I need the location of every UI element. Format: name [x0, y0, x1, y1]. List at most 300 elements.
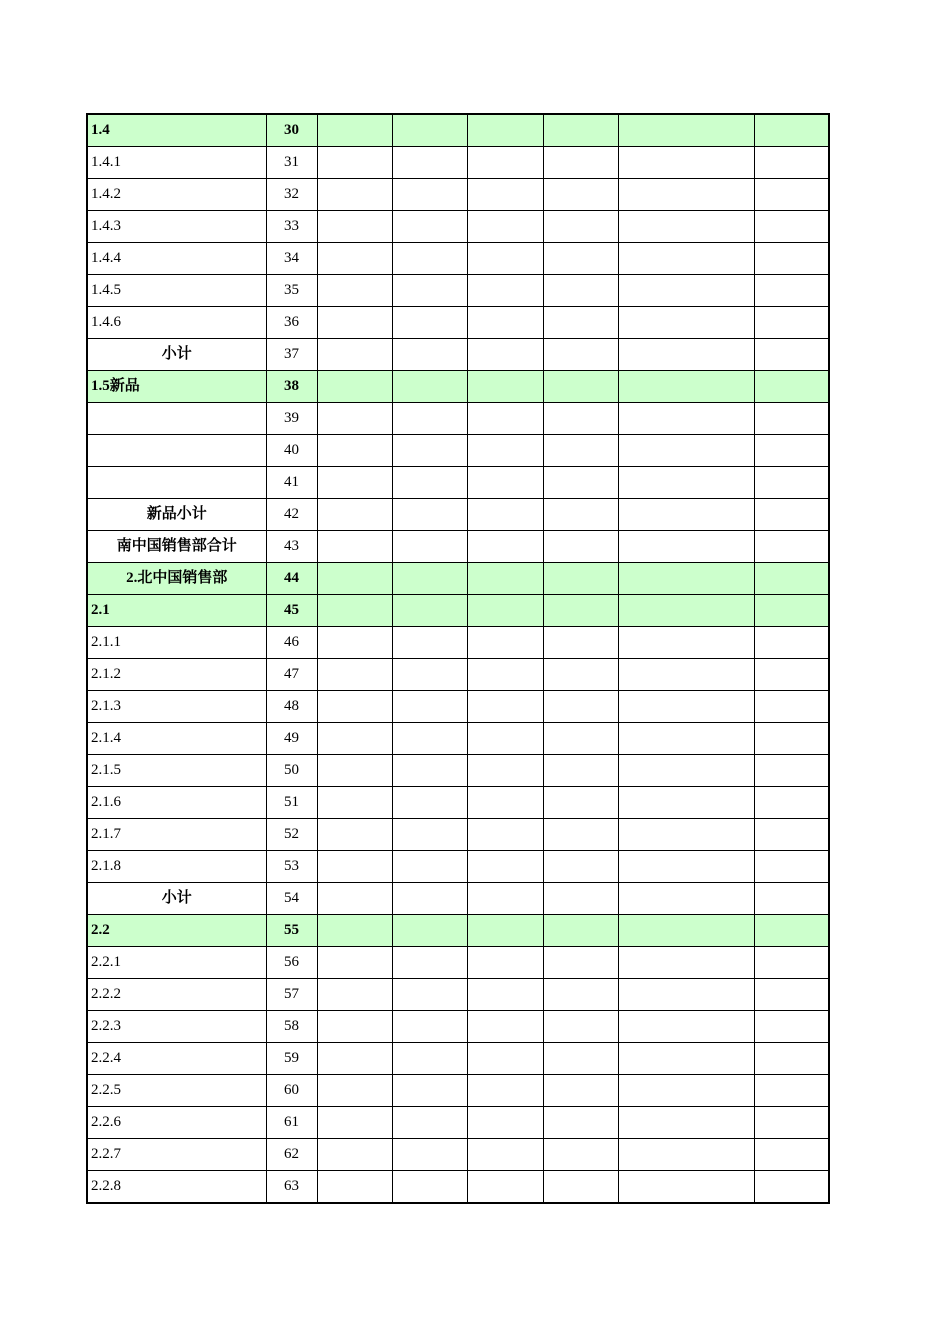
empty-data-cell[interactable] — [467, 755, 543, 787]
empty-data-cell[interactable] — [543, 499, 618, 531]
empty-data-cell[interactable] — [618, 755, 754, 787]
row-label-cell[interactable]: 2.2.8 — [87, 1171, 266, 1204]
empty-data-cell[interactable] — [754, 787, 829, 819]
row-number-cell[interactable]: 31 — [266, 147, 317, 179]
empty-data-cell[interactable] — [467, 275, 543, 307]
empty-data-cell[interactable] — [317, 243, 392, 275]
empty-data-cell[interactable] — [392, 147, 467, 179]
empty-data-cell[interactable] — [543, 371, 618, 403]
row-number-cell[interactable]: 46 — [266, 627, 317, 659]
table-row — [87, 179, 829, 211]
empty-data-cell[interactable] — [392, 467, 467, 499]
empty-data-cell[interactable] — [618, 531, 754, 563]
empty-data-cell[interactable] — [317, 1139, 392, 1171]
row-label-cell[interactable]: 1.4.1 — [87, 147, 266, 179]
empty-data-cell[interactable] — [543, 979, 618, 1011]
empty-data-cell[interactable] — [543, 114, 618, 147]
row-label-cell[interactable]: 1.4.2 — [87, 179, 266, 211]
empty-data-cell[interactable] — [618, 435, 754, 467]
empty-data-cell[interactable] — [317, 947, 392, 979]
row-number-cell[interactable]: 45 — [266, 595, 317, 627]
empty-data-cell[interactable] — [467, 1011, 543, 1043]
empty-data-cell[interactable] — [754, 211, 829, 243]
table-row — [87, 371, 829, 403]
empty-data-cell[interactable] — [754, 947, 829, 979]
table-row — [87, 947, 829, 979]
empty-data-cell[interactable] — [392, 371, 467, 403]
empty-data-cell[interactable] — [754, 1107, 829, 1139]
row-number-cell[interactable]: 50 — [266, 755, 317, 787]
empty-data-cell[interactable] — [392, 563, 467, 595]
empty-data-cell[interactable] — [467, 1043, 543, 1075]
table-row — [87, 531, 829, 563]
row-number-cell[interactable]: 32 — [266, 179, 317, 211]
empty-data-cell[interactable] — [317, 627, 392, 659]
table-body — [87, 114, 829, 1203]
empty-data-cell[interactable] — [754, 659, 829, 691]
row-label-cell[interactable]: 2.1 — [87, 595, 266, 627]
empty-data-cell[interactable] — [317, 179, 392, 211]
empty-data-cell[interactable] — [317, 147, 392, 179]
empty-data-cell[interactable] — [467, 114, 543, 147]
row-number-cell[interactable]: 36 — [266, 307, 317, 339]
empty-data-cell[interactable] — [543, 723, 618, 755]
empty-data-cell[interactable] — [467, 211, 543, 243]
empty-data-cell[interactable] — [754, 1043, 829, 1075]
empty-data-cell[interactable] — [754, 339, 829, 371]
empty-data-cell[interactable] — [317, 403, 392, 435]
empty-data-cell[interactable] — [754, 403, 829, 435]
empty-data-cell[interactable] — [317, 787, 392, 819]
empty-data-cell[interactable] — [618, 659, 754, 691]
empty-data-cell[interactable] — [543, 851, 618, 883]
empty-data-cell[interactable] — [392, 819, 467, 851]
row-number-cell[interactable]: 35 — [266, 275, 317, 307]
empty-data-cell[interactable] — [618, 147, 754, 179]
empty-data-cell[interactable] — [392, 435, 467, 467]
row-label-cell[interactable]: 2.1.2 — [87, 659, 266, 691]
empty-data-cell[interactable] — [317, 1043, 392, 1075]
row-number-cell[interactable]: 39 — [266, 403, 317, 435]
row-label-cell[interactable]: 1.4 — [87, 114, 266, 147]
empty-data-cell[interactable] — [392, 1171, 467, 1204]
row-label-cell[interactable] — [87, 403, 266, 435]
table-row — [87, 1107, 829, 1139]
empty-data-cell[interactable] — [467, 723, 543, 755]
empty-data-cell[interactable] — [754, 1075, 829, 1107]
empty-data-cell[interactable] — [618, 1139, 754, 1171]
empty-data-cell[interactable] — [754, 307, 829, 339]
empty-data-cell[interactable] — [754, 114, 829, 147]
row-label-cell[interactable]: 2.2.7 — [87, 1139, 266, 1171]
row-number-cell[interactable]: 37 — [266, 339, 317, 371]
empty-data-cell[interactable] — [392, 883, 467, 915]
empty-data-cell[interactable] — [754, 179, 829, 211]
empty-data-cell[interactable] — [543, 1075, 618, 1107]
row-number-cell[interactable]: 52 — [266, 819, 317, 851]
empty-data-cell[interactable] — [467, 915, 543, 947]
table-row — [87, 1171, 829, 1204]
empty-data-cell[interactable] — [618, 1171, 754, 1204]
empty-data-cell[interactable] — [392, 1011, 467, 1043]
table-row — [87, 499, 829, 531]
empty-data-cell[interactable] — [467, 947, 543, 979]
empty-data-cell[interactable] — [618, 1107, 754, 1139]
empty-data-cell[interactable] — [392, 851, 467, 883]
empty-data-cell[interactable] — [754, 883, 829, 915]
empty-data-cell[interactable] — [392, 1075, 467, 1107]
empty-data-cell[interactable] — [392, 499, 467, 531]
empty-data-cell[interactable] — [317, 1107, 392, 1139]
empty-data-cell[interactable] — [754, 915, 829, 947]
empty-data-cell[interactable] — [317, 275, 392, 307]
empty-data-cell[interactable] — [754, 563, 829, 595]
empty-data-cell[interactable] — [392, 787, 467, 819]
empty-data-cell[interactable] — [543, 787, 618, 819]
empty-data-cell[interactable] — [467, 979, 543, 1011]
empty-data-cell[interactable] — [317, 691, 392, 723]
empty-data-cell[interactable] — [317, 114, 392, 147]
empty-data-cell[interactable] — [467, 243, 543, 275]
empty-data-cell[interactable] — [467, 851, 543, 883]
empty-data-cell[interactable] — [754, 371, 829, 403]
empty-data-cell[interactable] — [467, 595, 543, 627]
empty-data-cell[interactable] — [467, 563, 543, 595]
empty-data-cell[interactable] — [467, 883, 543, 915]
empty-data-cell[interactable] — [754, 691, 829, 723]
row-label-cell[interactable]: 2.2.5 — [87, 1075, 266, 1107]
row-label-cell[interactable] — [87, 435, 266, 467]
table-row — [87, 275, 829, 307]
empty-data-cell[interactable] — [392, 947, 467, 979]
empty-data-cell[interactable] — [618, 691, 754, 723]
empty-data-cell[interactable] — [317, 659, 392, 691]
empty-data-cell[interactable] — [317, 211, 392, 243]
row-label-cell[interactable]: 1.4.4 — [87, 243, 266, 275]
row-label-cell[interactable]: 1.4.3 — [87, 211, 266, 243]
empty-data-cell[interactable] — [317, 851, 392, 883]
empty-data-cell[interactable] — [392, 691, 467, 723]
empty-data-cell[interactable] — [618, 211, 754, 243]
row-number-cell[interactable]: 58 — [266, 1011, 317, 1043]
empty-data-cell[interactable] — [754, 595, 829, 627]
empty-data-cell[interactable] — [467, 435, 543, 467]
empty-data-cell[interactable] — [618, 947, 754, 979]
empty-data-cell[interactable] — [754, 275, 829, 307]
empty-data-cell[interactable] — [543, 755, 618, 787]
row-label-cell[interactable] — [87, 467, 266, 499]
empty-data-cell[interactable] — [618, 563, 754, 595]
row-number-cell[interactable]: 40 — [266, 435, 317, 467]
empty-data-cell[interactable] — [618, 243, 754, 275]
empty-data-cell[interactable] — [543, 1043, 618, 1075]
empty-data-cell[interactable] — [754, 1011, 829, 1043]
empty-data-cell[interactable] — [317, 435, 392, 467]
empty-data-cell[interactable] — [543, 467, 618, 499]
table-row — [87, 467, 829, 499]
row-number-cell[interactable]: 44 — [266, 563, 317, 595]
empty-data-cell[interactable] — [392, 1043, 467, 1075]
empty-data-cell[interactable] — [392, 627, 467, 659]
empty-data-cell[interactable] — [754, 819, 829, 851]
empty-data-cell[interactable] — [754, 755, 829, 787]
empty-data-cell[interactable] — [467, 307, 543, 339]
row-number-cell[interactable]: 49 — [266, 723, 317, 755]
empty-data-cell[interactable] — [392, 114, 467, 147]
row-number-cell[interactable]: 41 — [266, 467, 317, 499]
empty-data-cell[interactable] — [317, 531, 392, 563]
row-label-cell[interactable]: 小计 — [87, 339, 266, 371]
row-number-cell[interactable]: 60 — [266, 1075, 317, 1107]
empty-data-cell[interactable] — [317, 1075, 392, 1107]
empty-data-cell[interactable] — [618, 403, 754, 435]
empty-data-cell[interactable] — [467, 1171, 543, 1204]
empty-data-cell[interactable] — [392, 1139, 467, 1171]
empty-data-cell[interactable] — [618, 467, 754, 499]
empty-data-cell[interactable] — [467, 147, 543, 179]
row-number-cell[interactable]: 34 — [266, 243, 317, 275]
row-label-cell[interactable]: 2.北中国销售部 — [87, 563, 266, 595]
empty-data-cell[interactable] — [317, 339, 392, 371]
empty-data-cell[interactable] — [618, 723, 754, 755]
empty-data-cell[interactable] — [754, 531, 829, 563]
empty-data-cell[interactable] — [317, 1011, 392, 1043]
empty-data-cell[interactable] — [618, 1011, 754, 1043]
empty-data-cell[interactable] — [618, 339, 754, 371]
empty-data-cell[interactable] — [543, 435, 618, 467]
empty-data-cell[interactable] — [467, 339, 543, 371]
empty-data-cell[interactable] — [392, 723, 467, 755]
empty-data-cell[interactable] — [317, 1171, 392, 1204]
empty-data-cell[interactable] — [543, 403, 618, 435]
empty-data-cell[interactable] — [392, 179, 467, 211]
table-row — [87, 851, 829, 883]
empty-data-cell[interactable] — [618, 883, 754, 915]
empty-data-cell[interactable] — [543, 691, 618, 723]
row-label-cell[interactable]: 2.1.3 — [87, 691, 266, 723]
table-row — [87, 659, 829, 691]
empty-data-cell[interactable] — [317, 595, 392, 627]
row-number-cell[interactable]: 59 — [266, 1043, 317, 1075]
empty-data-cell[interactable] — [543, 1107, 618, 1139]
empty-data-cell[interactable] — [392, 307, 467, 339]
row-number-cell[interactable]: 47 — [266, 659, 317, 691]
row-label-cell[interactable]: 2.2 — [87, 915, 266, 947]
row-label-cell[interactable]: 1.4.6 — [87, 307, 266, 339]
empty-data-cell[interactable] — [618, 627, 754, 659]
empty-data-cell[interactable] — [543, 1139, 618, 1171]
table-row — [87, 819, 829, 851]
empty-data-cell[interactable] — [543, 883, 618, 915]
row-number-cell[interactable]: 53 — [266, 851, 317, 883]
row-label-cell[interactable]: 2.1.5 — [87, 755, 266, 787]
row-number-cell[interactable]: 30 — [266, 114, 317, 147]
table-row — [87, 755, 829, 787]
row-label-cell[interactable]: 2.2.3 — [87, 1011, 266, 1043]
row-label-cell[interactable]: 2.2.2 — [87, 979, 266, 1011]
row-label-cell[interactable]: 小计 — [87, 883, 266, 915]
empty-data-cell[interactable] — [317, 979, 392, 1011]
empty-data-cell[interactable] — [392, 339, 467, 371]
empty-data-cell[interactable] — [618, 787, 754, 819]
row-number-cell[interactable]: 42 — [266, 499, 317, 531]
empty-data-cell[interactable] — [754, 627, 829, 659]
empty-data-cell[interactable] — [467, 627, 543, 659]
row-label-cell[interactable]: 2.1.8 — [87, 851, 266, 883]
empty-data-cell[interactable] — [618, 819, 754, 851]
empty-data-cell[interactable] — [618, 595, 754, 627]
empty-data-cell[interactable] — [543, 531, 618, 563]
empty-data-cell[interactable] — [618, 979, 754, 1011]
empty-data-cell[interactable] — [618, 307, 754, 339]
empty-data-cell[interactable] — [754, 979, 829, 1011]
row-number-cell[interactable]: 48 — [266, 691, 317, 723]
row-label-cell[interactable]: 2.1.7 — [87, 819, 266, 851]
row-label-cell[interactable]: 2.2.1 — [87, 947, 266, 979]
empty-data-cell[interactable] — [754, 147, 829, 179]
table-row — [87, 627, 829, 659]
empty-data-cell[interactable] — [543, 243, 618, 275]
empty-data-cell[interactable] — [618, 1043, 754, 1075]
row-label-cell[interactable]: 1.4.5 — [87, 275, 266, 307]
row-label-cell[interactable]: 南中国销售部合计 — [87, 531, 266, 563]
empty-data-cell[interactable] — [543, 147, 618, 179]
empty-data-cell[interactable] — [392, 243, 467, 275]
empty-data-cell[interactable] — [392, 595, 467, 627]
empty-data-cell[interactable] — [392, 211, 467, 243]
empty-data-cell[interactable] — [467, 787, 543, 819]
empty-data-cell[interactable] — [754, 1171, 829, 1204]
empty-data-cell[interactable] — [317, 467, 392, 499]
empty-data-cell[interactable] — [618, 275, 754, 307]
row-number-cell[interactable]: 54 — [266, 883, 317, 915]
empty-data-cell[interactable] — [543, 339, 618, 371]
row-label-cell[interactable]: 2.1.4 — [87, 723, 266, 755]
empty-data-cell[interactable] — [392, 531, 467, 563]
row-number-cell[interactable]: 38 — [266, 371, 317, 403]
empty-data-cell[interactable] — [543, 819, 618, 851]
row-label-cell[interactable]: 2.1.6 — [87, 787, 266, 819]
empty-data-cell[interactable] — [754, 723, 829, 755]
row-number-cell[interactable]: 43 — [266, 531, 317, 563]
empty-data-cell[interactable] — [754, 1139, 829, 1171]
table-row — [87, 1075, 829, 1107]
empty-data-cell[interactable] — [543, 275, 618, 307]
empty-data-cell[interactable] — [618, 915, 754, 947]
row-number-cell[interactable]: 57 — [266, 979, 317, 1011]
empty-data-cell[interactable] — [754, 243, 829, 275]
table-row — [87, 339, 829, 371]
empty-data-cell[interactable] — [543, 211, 618, 243]
row-number-cell[interactable]: 51 — [266, 787, 317, 819]
table-row — [87, 403, 829, 435]
empty-data-cell[interactable] — [467, 179, 543, 211]
empty-data-cell[interactable] — [467, 499, 543, 531]
spreadsheet-table — [86, 113, 830, 1204]
empty-data-cell[interactable] — [392, 403, 467, 435]
empty-data-cell[interactable] — [467, 467, 543, 499]
empty-data-cell[interactable] — [754, 435, 829, 467]
empty-data-cell[interactable] — [543, 947, 618, 979]
empty-data-cell[interactable] — [392, 979, 467, 1011]
table-row — [87, 307, 829, 339]
table-row — [87, 147, 829, 179]
empty-data-cell[interactable] — [467, 1139, 543, 1171]
empty-data-cell[interactable] — [467, 1075, 543, 1107]
table-row — [87, 114, 829, 147]
empty-data-cell[interactable] — [618, 1075, 754, 1107]
empty-data-cell[interactable] — [467, 691, 543, 723]
empty-data-cell[interactable] — [754, 851, 829, 883]
empty-data-cell[interactable] — [467, 819, 543, 851]
empty-data-cell[interactable] — [317, 371, 392, 403]
empty-data-cell[interactable] — [467, 371, 543, 403]
empty-data-cell[interactable] — [543, 915, 618, 947]
empty-data-cell[interactable] — [754, 499, 829, 531]
empty-data-cell[interactable] — [618, 179, 754, 211]
empty-data-cell[interactable] — [392, 915, 467, 947]
empty-data-cell[interactable] — [543, 307, 618, 339]
table-row — [87, 883, 829, 915]
table-row — [87, 691, 829, 723]
empty-data-cell[interactable] — [543, 179, 618, 211]
empty-data-cell[interactable] — [392, 659, 467, 691]
row-label-cell[interactable]: 2.1.1 — [87, 627, 266, 659]
table-row — [87, 563, 829, 595]
row-number-cell[interactable]: 55 — [266, 915, 317, 947]
empty-data-cell[interactable] — [467, 531, 543, 563]
empty-data-cell[interactable] — [392, 1107, 467, 1139]
row-number-cell[interactable]: 56 — [266, 947, 317, 979]
table-row — [87, 979, 829, 1011]
row-label-cell[interactable]: 2.2.4 — [87, 1043, 266, 1075]
empty-data-cell[interactable] — [317, 563, 392, 595]
empty-data-cell[interactable] — [618, 851, 754, 883]
empty-data-cell[interactable] — [543, 627, 618, 659]
empty-data-cell[interactable] — [754, 467, 829, 499]
empty-data-cell[interactable] — [543, 659, 618, 691]
empty-data-cell[interactable] — [317, 915, 392, 947]
empty-data-cell[interactable] — [317, 307, 392, 339]
empty-data-cell[interactable] — [317, 499, 392, 531]
table-row — [87, 915, 829, 947]
empty-data-cell[interactable] — [618, 371, 754, 403]
row-label-cell[interactable]: 1.5新品 — [87, 371, 266, 403]
empty-data-cell[interactable] — [467, 403, 543, 435]
row-label-cell[interactable]: 新品小计 — [87, 499, 266, 531]
empty-data-cell[interactable] — [317, 819, 392, 851]
empty-data-cell[interactable] — [543, 1011, 618, 1043]
table-row — [87, 723, 829, 755]
empty-data-cell[interactable] — [317, 723, 392, 755]
row-number-cell[interactable]: 33 — [266, 211, 317, 243]
empty-data-cell[interactable] — [317, 755, 392, 787]
empty-data-cell[interactable] — [543, 595, 618, 627]
empty-data-cell[interactable] — [317, 883, 392, 915]
empty-data-cell[interactable] — [618, 114, 754, 147]
empty-data-cell[interactable] — [618, 499, 754, 531]
empty-data-cell[interactable] — [543, 1171, 618, 1204]
empty-data-cell[interactable] — [392, 275, 467, 307]
empty-data-cell[interactable] — [467, 1107, 543, 1139]
row-number-cell[interactable]: 61 — [266, 1107, 317, 1139]
empty-data-cell[interactable] — [392, 755, 467, 787]
empty-data-cell[interactable] — [467, 659, 543, 691]
row-number-cell[interactable]: 62 — [266, 1139, 317, 1171]
row-label-cell[interactable]: 2.2.6 — [87, 1107, 266, 1139]
row-number-cell[interactable]: 63 — [266, 1171, 317, 1204]
empty-data-cell[interactable] — [543, 563, 618, 595]
